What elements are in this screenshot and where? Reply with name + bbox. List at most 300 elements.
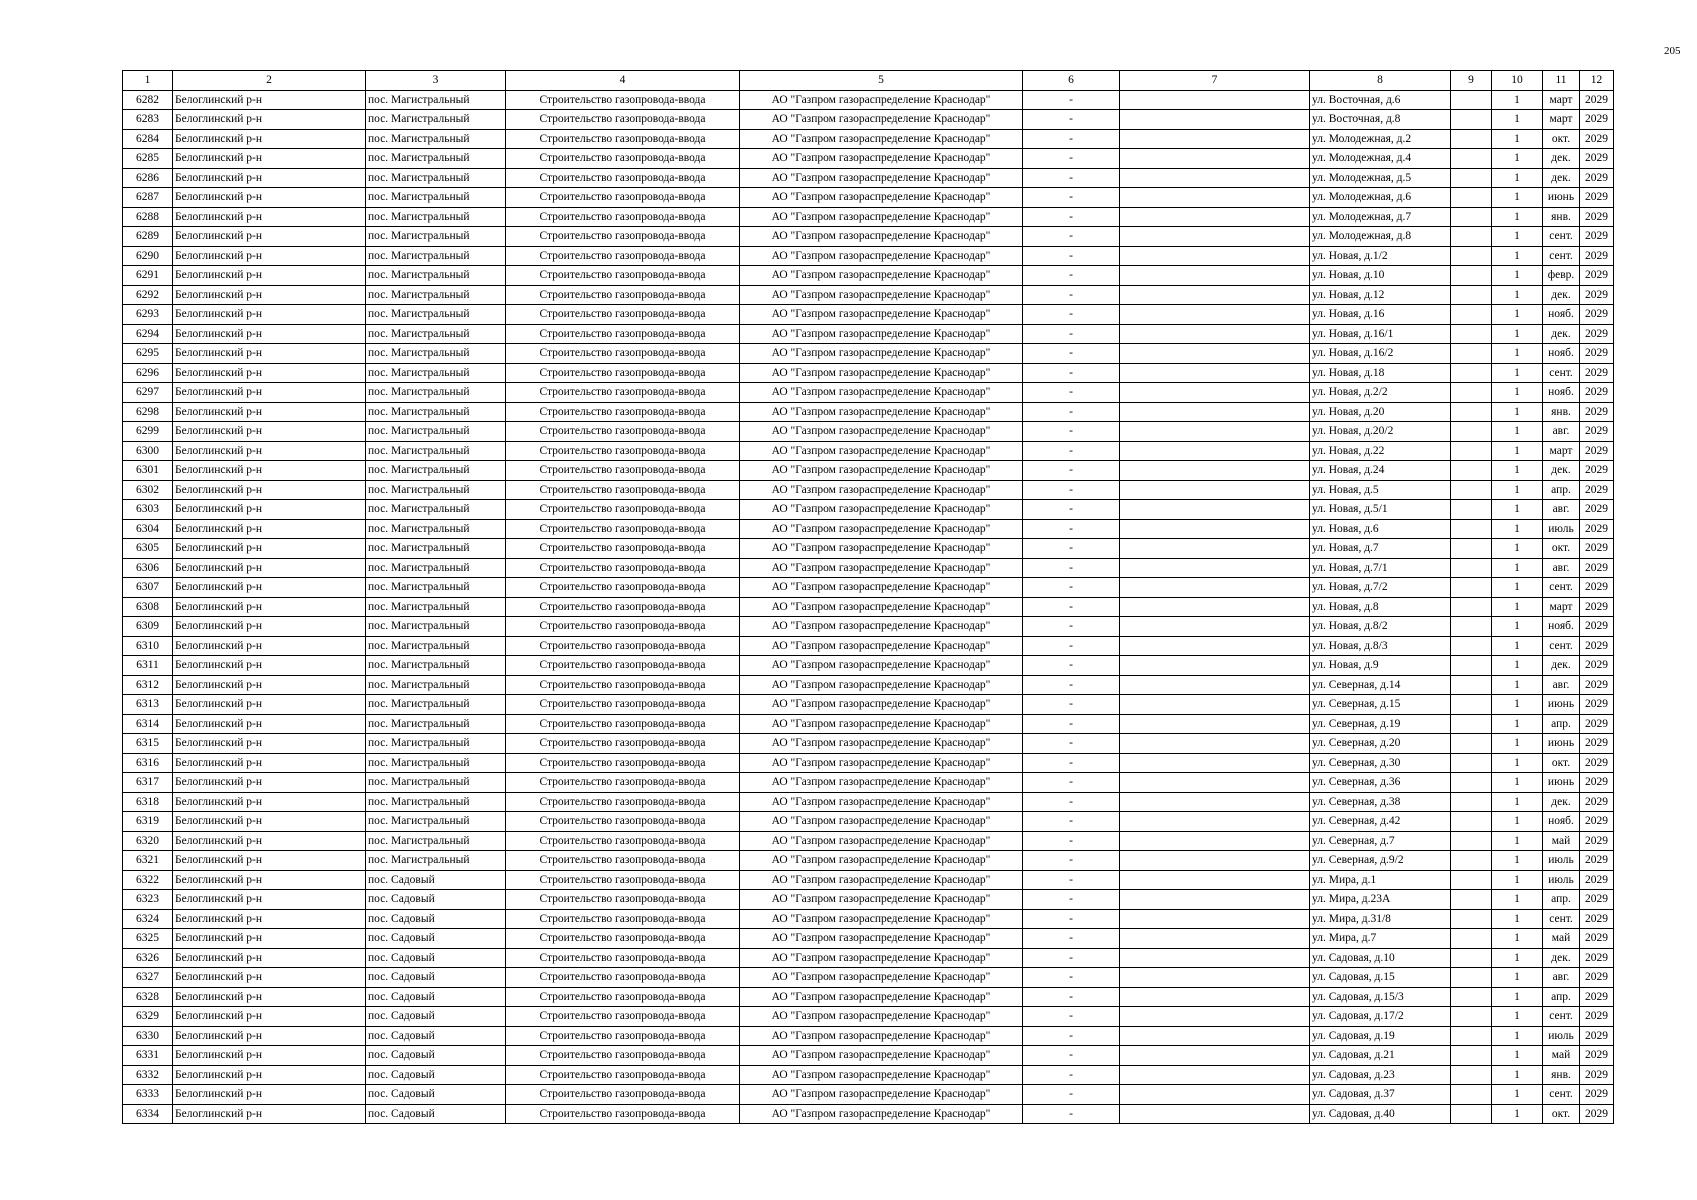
column-header-1: 1	[123, 71, 173, 91]
column-header-3: 3	[366, 71, 506, 91]
cell-quantity: 1	[1492, 597, 1543, 617]
cell-settlement: пос. Магистральный	[366, 246, 506, 266]
cell-work-type: Строительство газопровода-ввода	[506, 773, 740, 793]
cell-address: ул. Новая, д.16	[1310, 305, 1451, 325]
cell-settlement: пос. Садовый	[366, 870, 506, 890]
cell-year: 2029	[1580, 422, 1614, 442]
cell-address: ул. Северная, д.36	[1310, 773, 1451, 793]
cell-col-6: -	[1023, 558, 1120, 578]
cell-month: дек.	[1543, 656, 1580, 676]
cell-work-type: Строительство газопровода-ввода	[506, 695, 740, 715]
cell-col-9	[1451, 714, 1492, 734]
cell-address: ул. Садовая, д.15	[1310, 968, 1451, 988]
cell-organization: АО "Газпром газораспределение Краснодар"	[740, 578, 1023, 598]
cell-settlement: пос. Садовый	[366, 948, 506, 968]
cell-col-6: -	[1023, 597, 1120, 617]
cell-quantity: 1	[1492, 675, 1543, 695]
cell-col-9	[1451, 402, 1492, 422]
cell-col-6: -	[1023, 539, 1120, 559]
cell-col-6: -	[1023, 324, 1120, 344]
cell-district: Белоглинский р-н	[173, 890, 366, 910]
cell-col-7	[1120, 188, 1310, 208]
cell-settlement: пос. Магистральный	[366, 383, 506, 403]
cell-col-9	[1451, 909, 1492, 929]
cell-organization: АО "Газпром газораспределение Краснодар"	[740, 695, 1023, 715]
cell-col-7	[1120, 344, 1310, 364]
cell-year: 2029	[1580, 558, 1614, 578]
cell-year: 2029	[1580, 402, 1614, 422]
cell-work-type: Строительство газопровода-ввода	[506, 753, 740, 773]
cell-col-6: -	[1023, 1104, 1120, 1124]
cell-month: сент.	[1543, 909, 1580, 929]
cell-month: сент.	[1543, 246, 1580, 266]
cell-col-6: -	[1023, 246, 1120, 266]
cell-col-9	[1451, 1046, 1492, 1066]
cell-organization: АО "Газпром газораспределение Краснодар"	[740, 617, 1023, 637]
cell-col-7	[1120, 870, 1310, 890]
cell-settlement: пос. Садовый	[366, 929, 506, 949]
cell-work-type: Строительство газопровода-ввода	[506, 968, 740, 988]
cell-col-7	[1120, 363, 1310, 383]
cell-year: 2029	[1580, 168, 1614, 188]
cell-col-9	[1451, 90, 1492, 110]
cell-col-6: -	[1023, 188, 1120, 208]
table-row	[123, 110, 1614, 130]
cell-organization: АО "Газпром газораспределение Краснодар"	[740, 851, 1023, 871]
cell-col-9	[1451, 578, 1492, 598]
cell-district: Белоглинский р-н	[173, 110, 366, 130]
cell-row-number: 6306	[123, 558, 173, 578]
cell-col-7	[1120, 675, 1310, 695]
cell-quantity: 1	[1492, 968, 1543, 988]
cell-organization: АО "Газпром газораспределение Краснодар"	[740, 675, 1023, 695]
cell-organization: АО "Газпром газораспределение Краснодар"	[740, 246, 1023, 266]
cell-col-6: -	[1023, 402, 1120, 422]
cell-district: Белоглинский р-н	[173, 656, 366, 676]
cell-col-7	[1120, 324, 1310, 344]
cell-address: ул. Молодежная, д.5	[1310, 168, 1451, 188]
cell-col-9	[1451, 149, 1492, 169]
cell-row-number: 6296	[123, 363, 173, 383]
cell-organization: АО "Газпром газораспределение Краснодар"	[740, 792, 1023, 812]
cell-col-7	[1120, 539, 1310, 559]
cell-col-6: -	[1023, 285, 1120, 305]
cell-district: Белоглинский р-н	[173, 324, 366, 344]
cell-col-6: -	[1023, 149, 1120, 169]
cell-year: 2029	[1580, 285, 1614, 305]
cell-year: 2029	[1580, 812, 1614, 832]
cell-year: 2029	[1580, 617, 1614, 637]
cell-address: ул. Новая, д.8/3	[1310, 636, 1451, 656]
cell-quantity: 1	[1492, 168, 1543, 188]
cell-col-9	[1451, 188, 1492, 208]
cell-year: 2029	[1580, 441, 1614, 461]
cell-col-6: -	[1023, 227, 1120, 247]
cell-year: 2029	[1580, 675, 1614, 695]
cell-col-9	[1451, 1065, 1492, 1085]
cell-work-type: Строительство газопровода-ввода	[506, 578, 740, 598]
cell-col-9	[1451, 968, 1492, 988]
cell-address: ул. Новая, д.16/1	[1310, 324, 1451, 344]
cell-quantity: 1	[1492, 285, 1543, 305]
cell-month: сент.	[1543, 636, 1580, 656]
cell-quantity: 1	[1492, 500, 1543, 520]
cell-col-6: -	[1023, 987, 1120, 1007]
cell-work-type: Строительство газопровода-ввода	[506, 1026, 740, 1046]
cell-settlement: пос. Магистральный	[366, 344, 506, 364]
cell-year: 2029	[1580, 1046, 1614, 1066]
cell-organization: АО "Газпром газораспределение Краснодар"	[740, 929, 1023, 949]
cell-col-9	[1451, 266, 1492, 286]
cell-work-type: Строительство газопровода-ввода	[506, 441, 740, 461]
cell-quantity: 1	[1492, 461, 1543, 481]
table-row	[123, 1085, 1614, 1105]
cell-col-7	[1120, 773, 1310, 793]
cell-row-number: 6300	[123, 441, 173, 461]
cell-col-7	[1120, 110, 1310, 130]
cell-settlement: пос. Магистральный	[366, 714, 506, 734]
cell-organization: АО "Газпром газораспределение Краснодар"	[740, 383, 1023, 403]
cell-year: 2029	[1580, 363, 1614, 383]
cell-district: Белоглинский р-н	[173, 675, 366, 695]
cell-quantity: 1	[1492, 929, 1543, 949]
cell-work-type: Строительство газопровода-ввода	[506, 792, 740, 812]
cell-settlement: пос. Магистральный	[366, 597, 506, 617]
cell-organization: АО "Газпром газораспределение Краснодар"	[740, 558, 1023, 578]
cell-month: нояб.	[1543, 383, 1580, 403]
cell-address: ул. Молодежная, д.7	[1310, 207, 1451, 227]
cell-work-type: Строительство газопровода-ввода	[506, 480, 740, 500]
cell-address: ул. Новая, д.18	[1310, 363, 1451, 383]
cell-address: ул. Мира, д.1	[1310, 870, 1451, 890]
cell-year: 2029	[1580, 305, 1614, 325]
cell-col-9	[1451, 129, 1492, 149]
cell-year: 2029	[1580, 753, 1614, 773]
cell-organization: АО "Газпром газораспределение Краснодар"	[740, 129, 1023, 149]
cell-quantity: 1	[1492, 753, 1543, 773]
cell-col-9	[1451, 1007, 1492, 1027]
cell-address: ул. Новая, д.20/2	[1310, 422, 1451, 442]
cell-settlement: пос. Магистральный	[366, 129, 506, 149]
cell-organization: АО "Газпром газораспределение Краснодар"	[740, 266, 1023, 286]
table-row	[123, 909, 1614, 929]
cell-organization: АО "Газпром газораспределение Краснодар"	[740, 500, 1023, 520]
cell-col-6: -	[1023, 90, 1120, 110]
cell-address: ул. Садовая, д.21	[1310, 1046, 1451, 1066]
column-header-5: 5	[740, 71, 1023, 91]
cell-col-7	[1120, 519, 1310, 539]
cell-work-type: Строительство газопровода-ввода	[506, 948, 740, 968]
cell-month: янв.	[1543, 1065, 1580, 1085]
cell-organization: АО "Газпром газораспределение Краснодар"	[740, 1046, 1023, 1066]
cell-quantity: 1	[1492, 909, 1543, 929]
cell-col-7	[1120, 305, 1310, 325]
cell-organization: АО "Газпром газораспределение Краснодар"	[740, 344, 1023, 364]
cell-work-type: Строительство газопровода-ввода	[506, 500, 740, 520]
cell-settlement: пос. Магистральный	[366, 539, 506, 559]
cell-quantity: 1	[1492, 246, 1543, 266]
cell-organization: АО "Газпром газораспределение Краснодар"	[740, 987, 1023, 1007]
cell-district: Белоглинский р-н	[173, 227, 366, 247]
cell-month: авг.	[1543, 500, 1580, 520]
table-row	[123, 461, 1614, 481]
cell-col-9	[1451, 110, 1492, 130]
cell-address: ул. Северная, д.9/2	[1310, 851, 1451, 871]
cell-year: 2029	[1580, 929, 1614, 949]
cell-work-type: Строительство газопровода-ввода	[506, 90, 740, 110]
cell-col-9	[1451, 948, 1492, 968]
cell-work-type: Строительство газопровода-ввода	[506, 1007, 740, 1027]
cell-month: окт.	[1543, 129, 1580, 149]
cell-year: 2029	[1580, 792, 1614, 812]
cell-work-type: Строительство газопровода-ввода	[506, 168, 740, 188]
cell-organization: АО "Газпром газораспределение Краснодар"	[740, 968, 1023, 988]
cell-row-number: 6284	[123, 129, 173, 149]
cell-row-number: 6293	[123, 305, 173, 325]
cell-row-number: 6323	[123, 890, 173, 910]
cell-settlement: пос. Садовый	[366, 1065, 506, 1085]
cell-district: Белоглинский р-н	[173, 851, 366, 871]
cell-year: 2029	[1580, 968, 1614, 988]
cell-address: ул. Новая, д.8/2	[1310, 617, 1451, 637]
cell-col-7	[1120, 929, 1310, 949]
cell-year: 2029	[1580, 227, 1614, 247]
page-number: 205	[1664, 45, 1681, 57]
cell-year: 2029	[1580, 383, 1614, 403]
column-header-7: 7	[1120, 71, 1310, 91]
cell-col-9	[1451, 617, 1492, 637]
cell-address: ул. Садовая, д.17/2	[1310, 1007, 1451, 1027]
cell-col-9	[1451, 656, 1492, 676]
cell-year: 2029	[1580, 110, 1614, 130]
cell-row-number: 6303	[123, 500, 173, 520]
cell-district: Белоглинский р-н	[173, 246, 366, 266]
cell-col-7	[1120, 812, 1310, 832]
cell-year: 2029	[1580, 519, 1614, 539]
cell-col-9	[1451, 500, 1492, 520]
cell-quantity: 1	[1492, 305, 1543, 325]
cell-settlement: пос. Садовый	[366, 1026, 506, 1046]
cell-settlement: пос. Магистральный	[366, 500, 506, 520]
cell-settlement: пос. Магистральный	[366, 90, 506, 110]
cell-quantity: 1	[1492, 227, 1543, 247]
cell-address: ул. Новая, д.8	[1310, 597, 1451, 617]
cell-district: Белоглинский р-н	[173, 305, 366, 325]
cell-col-9	[1451, 344, 1492, 364]
cell-row-number: 6331	[123, 1046, 173, 1066]
cell-col-6: -	[1023, 363, 1120, 383]
cell-row-number: 6297	[123, 383, 173, 403]
cell-month: янв.	[1543, 207, 1580, 227]
cell-month: июнь	[1543, 188, 1580, 208]
cell-col-7	[1120, 987, 1310, 1007]
cell-organization: АО "Газпром газораспределение Краснодар"	[740, 773, 1023, 793]
header-row	[123, 71, 1614, 91]
cell-quantity: 1	[1492, 558, 1543, 578]
cell-row-number: 6290	[123, 246, 173, 266]
cell-district: Белоглинский р-н	[173, 441, 366, 461]
cell-month: нояб.	[1543, 617, 1580, 637]
cell-work-type: Строительство газопровода-ввода	[506, 597, 740, 617]
cell-organization: АО "Газпром газораспределение Краснодар"	[740, 539, 1023, 559]
cell-work-type: Строительство газопровода-ввода	[506, 714, 740, 734]
cell-col-9	[1451, 792, 1492, 812]
cell-settlement: пос. Магистральный	[366, 324, 506, 344]
cell-col-7	[1120, 266, 1310, 286]
cell-settlement: пос. Магистральный	[366, 149, 506, 169]
table-row	[123, 597, 1614, 617]
table-row	[123, 480, 1614, 500]
cell-work-type: Строительство газопровода-ввода	[506, 363, 740, 383]
cell-district: Белоглинский р-н	[173, 539, 366, 559]
cell-quantity: 1	[1492, 422, 1543, 442]
cell-col-7	[1120, 149, 1310, 169]
cell-address: ул. Молодежная, д.4	[1310, 149, 1451, 169]
table-row	[123, 305, 1614, 325]
cell-col-7	[1120, 402, 1310, 422]
cell-col-7	[1120, 753, 1310, 773]
cell-col-6: -	[1023, 890, 1120, 910]
cell-col-6: -	[1023, 266, 1120, 286]
table-row	[123, 285, 1614, 305]
table-row	[123, 578, 1614, 598]
cell-organization: АО "Газпром газораспределение Краснодар"	[740, 597, 1023, 617]
cell-col-7	[1120, 617, 1310, 637]
cell-organization: АО "Газпром газораспределение Краснодар"	[740, 1085, 1023, 1105]
cell-address: ул. Новая, д.22	[1310, 441, 1451, 461]
cell-row-number: 6326	[123, 948, 173, 968]
cell-work-type: Строительство газопровода-ввода	[506, 636, 740, 656]
cell-col-7	[1120, 168, 1310, 188]
cell-district: Белоглинский р-н	[173, 500, 366, 520]
cell-row-number: 6334	[123, 1104, 173, 1124]
cell-row-number: 6319	[123, 812, 173, 832]
cell-organization: АО "Газпром газораспределение Краснодар"	[740, 519, 1023, 539]
cell-col-7	[1120, 890, 1310, 910]
cell-organization: АО "Газпром газораспределение Краснодар"	[740, 461, 1023, 481]
cell-row-number: 6282	[123, 90, 173, 110]
cell-row-number: 6305	[123, 539, 173, 559]
cell-work-type: Строительство газопровода-ввода	[506, 246, 740, 266]
cell-district: Белоглинский р-н	[173, 1065, 366, 1085]
cell-year: 2029	[1580, 149, 1614, 169]
cell-col-7	[1120, 383, 1310, 403]
table-row	[123, 500, 1614, 520]
cell-row-number: 6304	[123, 519, 173, 539]
cell-col-6: -	[1023, 948, 1120, 968]
cell-address: ул. Восточная, д.6	[1310, 90, 1451, 110]
cell-work-type: Строительство газопровода-ввода	[506, 851, 740, 871]
cell-month: сент.	[1543, 227, 1580, 247]
cell-settlement: пос. Магистральный	[366, 636, 506, 656]
cell-col-6: -	[1023, 578, 1120, 598]
cell-district: Белоглинский р-н	[173, 461, 366, 481]
cell-row-number: 6292	[123, 285, 173, 305]
cell-quantity: 1	[1492, 344, 1543, 364]
cell-quantity: 1	[1492, 812, 1543, 832]
cell-organization: АО "Газпром газораспределение Краснодар"	[740, 207, 1023, 227]
cell-address: ул. Восточная, д.8	[1310, 110, 1451, 130]
table-row	[123, 1007, 1614, 1027]
cell-month: апр.	[1543, 480, 1580, 500]
cell-quantity: 1	[1492, 987, 1543, 1007]
cell-work-type: Строительство газопровода-ввода	[506, 909, 740, 929]
cell-quantity: 1	[1492, 734, 1543, 754]
cell-settlement: пос. Магистральный	[366, 656, 506, 676]
cell-row-number: 6328	[123, 987, 173, 1007]
cell-work-type: Строительство газопровода-ввода	[506, 558, 740, 578]
cell-month: авг.	[1543, 675, 1580, 695]
cell-year: 2029	[1580, 344, 1614, 364]
cell-district: Белоглинский р-н	[173, 266, 366, 286]
cell-quantity: 1	[1492, 1046, 1543, 1066]
cell-col-7	[1120, 851, 1310, 871]
cell-district: Белоглинский р-н	[173, 363, 366, 383]
cell-organization: АО "Газпром газораспределение Краснодар"	[740, 1104, 1023, 1124]
cell-organization: АО "Газпром газораспределение Краснодар"	[740, 870, 1023, 890]
cell-col-6: -	[1023, 441, 1120, 461]
cell-month: июнь	[1543, 695, 1580, 715]
cell-settlement: пос. Магистральный	[366, 519, 506, 539]
cell-district: Белоглинский р-н	[173, 987, 366, 1007]
cell-year: 2029	[1580, 539, 1614, 559]
cell-row-number: 6322	[123, 870, 173, 890]
cell-col-7	[1120, 597, 1310, 617]
cell-work-type: Строительство газопровода-ввода	[506, 383, 740, 403]
cell-organization: АО "Газпром газораспределение Краснодар"	[740, 656, 1023, 676]
cell-month: июнь	[1543, 773, 1580, 793]
cell-quantity: 1	[1492, 324, 1543, 344]
cell-year: 2029	[1580, 695, 1614, 715]
cell-year: 2029	[1580, 500, 1614, 520]
cell-quantity: 1	[1492, 188, 1543, 208]
cell-year: 2029	[1580, 987, 1614, 1007]
table-row	[123, 773, 1614, 793]
table-row	[123, 734, 1614, 754]
table-row	[123, 831, 1614, 851]
cell-address: ул. Северная, д.19	[1310, 714, 1451, 734]
cell-district: Белоглинский р-н	[173, 285, 366, 305]
cell-address: ул. Новая, д.10	[1310, 266, 1451, 286]
cell-work-type: Строительство газопровода-ввода	[506, 461, 740, 481]
cell-organization: АО "Газпром газораспределение Краснодар"	[740, 890, 1023, 910]
cell-district: Белоглинский р-н	[173, 90, 366, 110]
cell-col-9	[1451, 753, 1492, 773]
cell-month: дек.	[1543, 168, 1580, 188]
cell-address: ул. Новая, д.7/2	[1310, 578, 1451, 598]
cell-col-6: -	[1023, 519, 1120, 539]
cell-district: Белоглинский р-н	[173, 597, 366, 617]
cell-district: Белоглинский р-н	[173, 773, 366, 793]
cell-col-7	[1120, 656, 1310, 676]
cell-col-6: -	[1023, 1085, 1120, 1105]
cell-address: ул. Северная, д.14	[1310, 675, 1451, 695]
cell-district: Белоглинский р-н	[173, 344, 366, 364]
cell-col-6: -	[1023, 422, 1120, 442]
cell-settlement: пос. Магистральный	[366, 773, 506, 793]
cell-year: 2029	[1580, 909, 1614, 929]
cell-col-9	[1451, 461, 1492, 481]
cell-settlement: пос. Магистральный	[366, 110, 506, 130]
table-row	[123, 812, 1614, 832]
cell-quantity: 1	[1492, 695, 1543, 715]
cell-organization: АО "Газпром газораспределение Краснодар"	[740, 1007, 1023, 1027]
cell-settlement: пос. Магистральный	[366, 207, 506, 227]
cell-quantity: 1	[1492, 1007, 1543, 1027]
column-header-8: 8	[1310, 71, 1451, 91]
cell-work-type: Строительство газопровода-ввода	[506, 110, 740, 130]
cell-work-type: Строительство газопровода-ввода	[506, 519, 740, 539]
